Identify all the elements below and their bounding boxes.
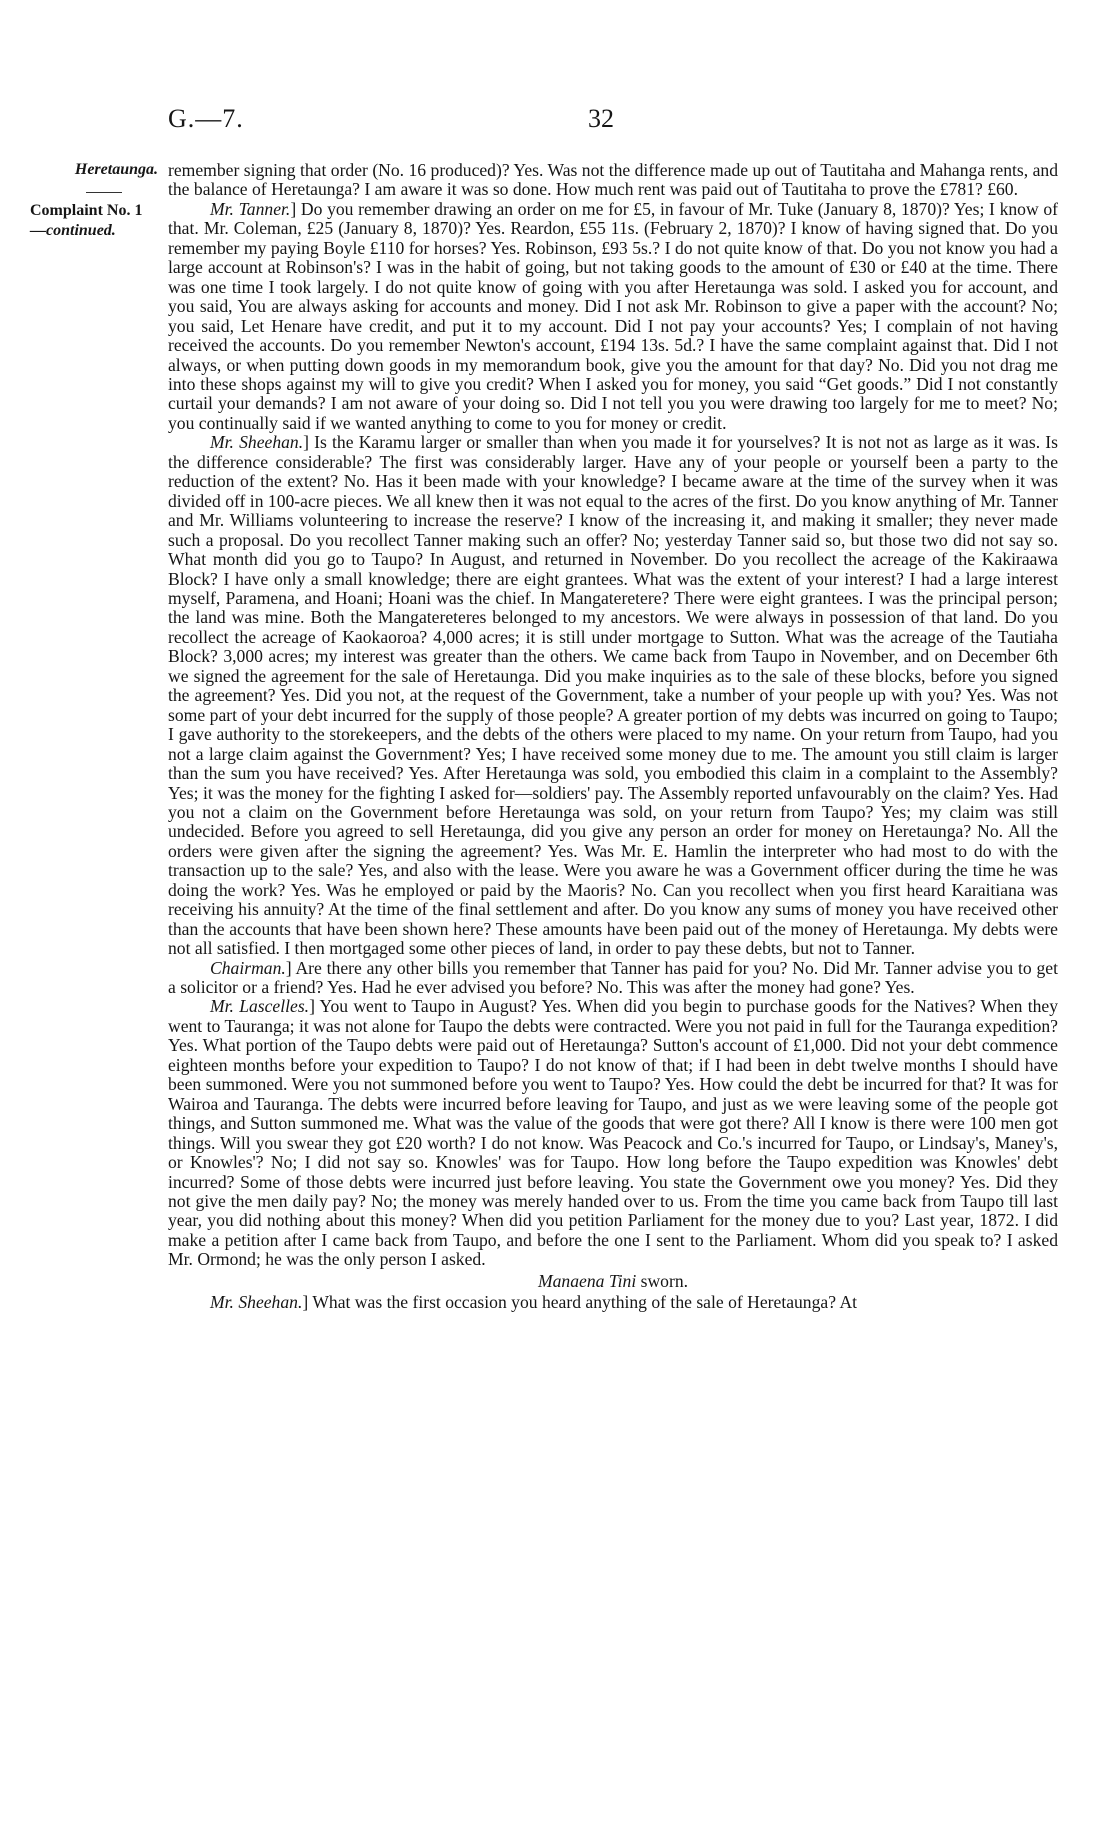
paragraph: Chairman.] Are there any other bills you remember that Tanner has paid for you? No. Did Mr. Tanner advise you to get a solicitor or a friend? Yes. Had he ever advised you before? No. This was after the money had gone? Yes. <box>168 957 1058 998</box>
margin-complaint: Complaint No. 1 <box>30 202 143 219</box>
speaker-name: Mr. Lascelles. <box>210 996 310 1017</box>
paragraph-text: Are there any other bills you remember that Tanner has paid for you? No. Did Mr. Tanner advise you to get a solicitor or a friend? Yes. Had he ever advised you before? No. This was after the money had gone? Yes. <box>168 957 1058 998</box>
paragraph: Mr. Tanner.] Do you remember drawing an order on me for £5, in favour of Mr. Tuke (January 8, 1870)? Yes; I know of that. Mr. Coleman, £25 (January 8, 1870)? Yes. Reardon, £55 11s. (February 2, 1870)? I know of having signed that. Do you remember my paying Boyle £110 for horses? Yes. Robinson, £93 5s.? I do not quite know of that. Do you not know you had a large account at Robinson's? I was in the habit of going, but not taking goods to the amount of £30 or £40 at the time. There was one time I took largely. I do not quite know of going with you after Heretaunga was sold. I asked you for account, and you said, You are always asking for accounts and money. Did I not ask Mr. Robinson to give a paper with the account? No; you said, Let Henare have credit, and put it to my account. Did I not pay your accounts? Yes; I complain of not having received the accounts. Do you remember Newton's account, £194 13s. 5d.? I have the same complaint against that. Did I not always, or when putting down goods in my memorandum book, give you the amount for that day? No. Did you not drag me into these shops against my will to give you credit? When I asked you for money, you said “Get goods.” Did I not constantly curtail your demands? I am not aware of your doing so. Did I not tell you you were drawing too largely for me to meet? No; you continually said if we wanted anything to come to you for money or credit. <box>168 198 1059 433</box>
margin-rule <box>86 192 122 193</box>
margin-note <box>30 160 158 241</box>
witness-name: Manaena Tini <box>537 1270 637 1291</box>
margin-place: Heretaunga. <box>74 161 158 178</box>
paragraph-text: Is the Karamu larger or smaller than when you made it for yourselves? It is not not as large as it was. Is the difference considerable? The first was considerably larger. Have any of your people or yourself been a party to the reduction of the extent? No. Has it been made with your knowledge? I became aware at the time of the survey when it was divided off in 100-acre pieces. We all knew then it was not equal to the acres of the first. Do you know anything of Mr. Tanner and Mr. Williams volunteering to increase the reserve? I know of the increasing it, and making it smaller; they never made such a proposal. Do you recollect Tanner making such an offer? No; yesterday Tanner said so, but those two did not say so. What month did you go to Taupo? In August, and returned in November. Do you recollect the acreage of the Kakiraawa Block? I have only a small knowledge; there are eight grantees. What was the extent of your interest? I had a large interest myself, Paramena, and Hoani; Hoani was the chief. In Mangateretere? There were eight grantees. I was the principal person; the land was mine. Both the Mangatereteres belonged to my ancestors. We were always in possession of that land. Do you recollect the acreage of Kaokaoroa? 4,000 acres; it is still under mortgage to Sutton. What was the acreage of the Tautiaha Block? 3,000 acres; my interest was greater than the others. We came back from Taupo in November, and on December 6th we signed the agreement for the sale of Heretaunga. Did you make inquiries as to the sale of these blocks, before you signed the agreement? Yes. Did you not, at the request of the Government, take a number of your people up with you? Yes. Was not some part of your debt incurred for the supply of those people? A greater portion of my debts was incurred on going to Taupo; I gave authority to the storekeepers, and the debts of the others were placed to my name. On your return from Taupo, had you not a large claim against the Government? Yes; I have received some money due to me. The amount you still claim is larger than the sum you have received? Yes. After Heretaunga was sold, you embodied this claim in a complaint to the Assembly? Yes; it was the money for the fighting I asked for—soldiers' pay. The Assembly reported unfavourably on the claim? Yes. Had you not a claim on the Government before Heretaunga was sold, on your return from Taupo? Yes; my claim was still undecided. Before you agreed to sell Heretaunga, did you give any person an order for money on Heretaunga? No. All the orders were given after the signing the agreement? Yes. Was Mr. E. Hamlin the interpreter who had most to do with the transaction up to the sale? Yes, and also with the lease. Were you aware he was a Government officer during the time he was doing the work? Yes. Was he employed or paid by the Maoris? No. Can you recollect when you first heard Karaitiana was receiving his annuity? At the time of the final settlement and after. Do you know any sums of money you have received other than the accounts that have been shown here? These amounts have been paid out of the money of Heretaunga. My debts were not all satisfied. I then mortgaged some other pieces of land, in order to pay these debts, but not to Tanner. <box>168 432 1058 959</box>
paragraph-text: You went to Taupo in August? Yes. When did you begin to purchase goods for the Natives? When they went to Tauranga; it was not alone for Taupo the debts were contracted. Were you not paid in full for the Tauranga expedition? Yes. What portion of the Taupo debts were paid out of Heretaunga? Sutton's account of £1,000. Did not your debt commence eighteen months before your expedition to Taupo? I do not know of that; if I had been in debt twelve months I should have been summoned. Were you not summoned before you went to Taupo? Yes. How could the debt be incurred for that? It was for Wairoa and Tauranga. The debts were incurred before leaving for Taupo, and just as we were leaving some of the people got things, and Sutton summoned me. What was the value of the goods that were got there? All I know is there were 100 men got things. Will you swear they got £20 worth? I do not know. Was Peacock and Co.'s incurred for Taupo, or Lindsay's, Maney's, or Knowles'? No; I did not say so. Knowles' was for Taupo. How long before the Taupo expedition was Knowles' debt incurred? Some of those debts were incurred just before leaving. You state the Government owe you money? Yes. Did they not give the men daily pay? No; the money was merely handed over to us. From the time you came back from Taupo till last year, you did nothing about this money? When did you petition Parliament for the money due to you? Last year, 1872. I did make a petition after I came back from Taupo, and before the one I sent to the Parliament. Whom did you speak to? I asked Mr. Ormond; he was the only person I asked. <box>168 996 1058 1270</box>
speaker-name: Mr. Sheehan. <box>210 1292 303 1313</box>
paragraph-text: Do you remember drawing an order on me for £5, in favour of Mr. Tuke (January 8, 1870)? Yes; I know of that. Mr. Coleman, £25 (January 8, 1870)? Yes. Reardon, £55 11s. (February 2, 1870)? I know of having signed that. Do you remember my paying Boyle £110 for horses? Yes. Robinson, £93 5s.? I do not quite know of that. Do you not know you had a large account at Robinson's? I was in the habit of going, but not taking goods to the amount of £30 or £40 at the time. There was one time I took largely. I do not quite know of going with you after Heretaunga was sold. I asked you for account, and you said, You are always asking for accounts and money. Did I not ask Mr. Robinson to give a paper with the account? No; you said, Let Henare have credit, and put it to my account. Did I not pay your accounts? Yes; I complain of not having received the accounts. Do you remember Newton's account, £194 13s. 5d.? I have the same complaint against that. Did I not always, or when putting down goods in my memorandum book, give you the amount for that day? No. Did you not drag me into these shops against my will to give you credit? When I asked you for money, you said “Get goods.” Did I not constantly curtail your demands? I am not aware of your doing so. Did I not tell you you were drawing too largely for me to meet? No; you continually said if we wanted anything to come to you for money or credit. <box>168 198 1059 433</box>
sworn-word: sworn. <box>640 1270 689 1291</box>
paragraph: Mr. Lascelles.] You went to Taupo in August? Yes. When did you begin to purchase goods for the Natives? When they went to Tauranga; it was not alone for Taupo the debts were contracted. Were you not paid in full for the Tauranga expedition? Yes. What portion of the Taupo debts were paid out of Heretaunga? Sutton's account of £1,000. Did not your debt commence eighteen months before your expedition to Taupo? I do not know of that; if I had been in debt twelve months I should have been summoned. Were you not summoned before you went to Taupo? Yes. How could the debt be incurred for that? It was for Wairoa and Tauranga. The debts were incurred before leaving for Taupo, and just as we were leaving some of the people got things, and Sutton summoned me. What was the value of the goods that were got there? All I know is there were 100 men got things. Will you swear they got £20 worth? I do not know. Was Peacock and Co.'s incurred for Taupo, or Lindsay's, Maney's, or Knowles'? No; I did not say so. Knowles' was for Taupo. How long before the Taupo expedition was Knowles' debt incurred? Some of those debts were incurred just before leaving. You state the Government owe you money? Yes. Did they not give the men daily pay? No; the money was merely handed over to us. From the time you came back from Taupo till last year, you did nothing about this money? When did you petition Parliament for the money due to you? Last year, 1872. I did make a petition after I came back from Taupo, and before the one I sent to the Parliament. Whom did you speak to? I asked Mr. Ormond; he was the only person I asked. <box>168 996 1058 1270</box>
paragraph: Mr. Sheehan.] What was the first occasion you heard anything of the sale of Heretaunga? At <box>210 1292 858 1313</box>
speaker-name: Chairman. <box>210 957 286 978</box>
page-header <box>168 100 1048 140</box>
paragraph: Mr. Sheehan.] Is the Karamu larger or smaller than when you made it for yourselves? It is not not as large as it was. Is the difference considerable? The first was considerably larger. Have any of your people or yourself been a party to the reduction of the extent? No. Has it been made with your knowledge? I became aware at the time of the survey when it was divided off in 100-acre pieces. We all knew then it was not equal to the acres of the first. Do you know anything of Mr. Tanner and Mr. Williams volunteering to increase the reserve? I know of the increasing it, and making it smaller; they never made such a proposal. Do you recollect Tanner making such an offer? No; yesterday Tanner said so, but those two did not say so. What month did you go to Taupo? In August, and returned in November. Do you recollect the acreage of the Kakiraawa Block? I have only a small knowledge; there are eight grantees. What was the extent of your interest? I had a large interest myself, Paramena, and Hoani; Hoani was the chief. In Mangateretere? There were eight grantees. I was the principal person; the land was mine. Both the Mangatereteres belonged to my ancestors. We were always in possession of that land. Do you recollect the acreage of Kaokaoroa? 4,000 acres; it is still under mortgage to Sutton. What was the acreage of the Tautiaha Block? 3,000 acres; my interest was greater than the others. We came back from Taupo in November, and on December 6th we signed the agreement for the sale of Heretaunga. Did you make inquiries as to the sale of these blocks, before you signed the agreement? Yes. Did you not, at the request of the Government, take a number of your people up with you? Yes. Was not some part of your debt incurred for the supply of those people? A greater portion of my debts was incurred on going to Taupo; I gave authority to the storekeepers, and the debts of the others were placed to my name. On your return from Taupo, had you not a large claim against the Government? Yes; I have received some money due to me. The amount you still claim is larger than the sum you have received? Yes. After Heretaunga was sold, you embodied this claim in a complaint to the Assembly? Yes; it was the money for the fighting I asked for—soldiers' pay. The Assembly reported unfavourably on the claim? Yes. Had you not a claim on the Government before Heretaunga was sold, on your return from Taupo? Yes; my claim was still undecided. Before you agreed to sell Heretaunga, did you give any person an order for money on Heretaunga? No. All the orders were given after the signing the agreement? Yes. Was Mr. E. Hamlin the interpreter who had most to do with the transaction up to the sale? Yes, and also with the lease. Were you aware he was a Government officer during the time he was doing the work? Yes. Was he employed or paid by the Maoris? No. Can you recollect when you first heard Karaitiana was receiving his annuity? At the time of the final settlement and after. Do you know any sums of money you have received other than the accounts that have been shown here? These amounts have been paid out of the money of Heretaunga. My debts were not all satisfied. I then mortgaged some other pieces of land, in order to pay these debts, but not to Tanner. <box>168 432 1058 959</box>
paragraph-text: What was the first occasion you heard anything of the sale of Heretaunga? At <box>312 1292 858 1313</box>
body-text <box>168 161 1058 1313</box>
paragraph <box>168 161 1058 200</box>
speaker-name: Mr. Tanner. <box>210 198 291 219</box>
margin-continued: —continued. <box>30 222 116 239</box>
series-number: G.—7. <box>168 104 244 133</box>
page-number: 32 <box>588 104 614 133</box>
paragraph-text: remember signing that order (No. 16 produced)? Yes. Was not the difference made up out of Tautitaha and Mahanga rents, and the balance of Heretaunga? I am aware it was so done. How much rent was paid out of Tautitaha to prove the £781? £60. <box>168 160 1058 200</box>
speaker-name: Mr. Sheehan. <box>210 432 304 453</box>
witness-sworn-heading <box>168 1272 1058 1291</box>
